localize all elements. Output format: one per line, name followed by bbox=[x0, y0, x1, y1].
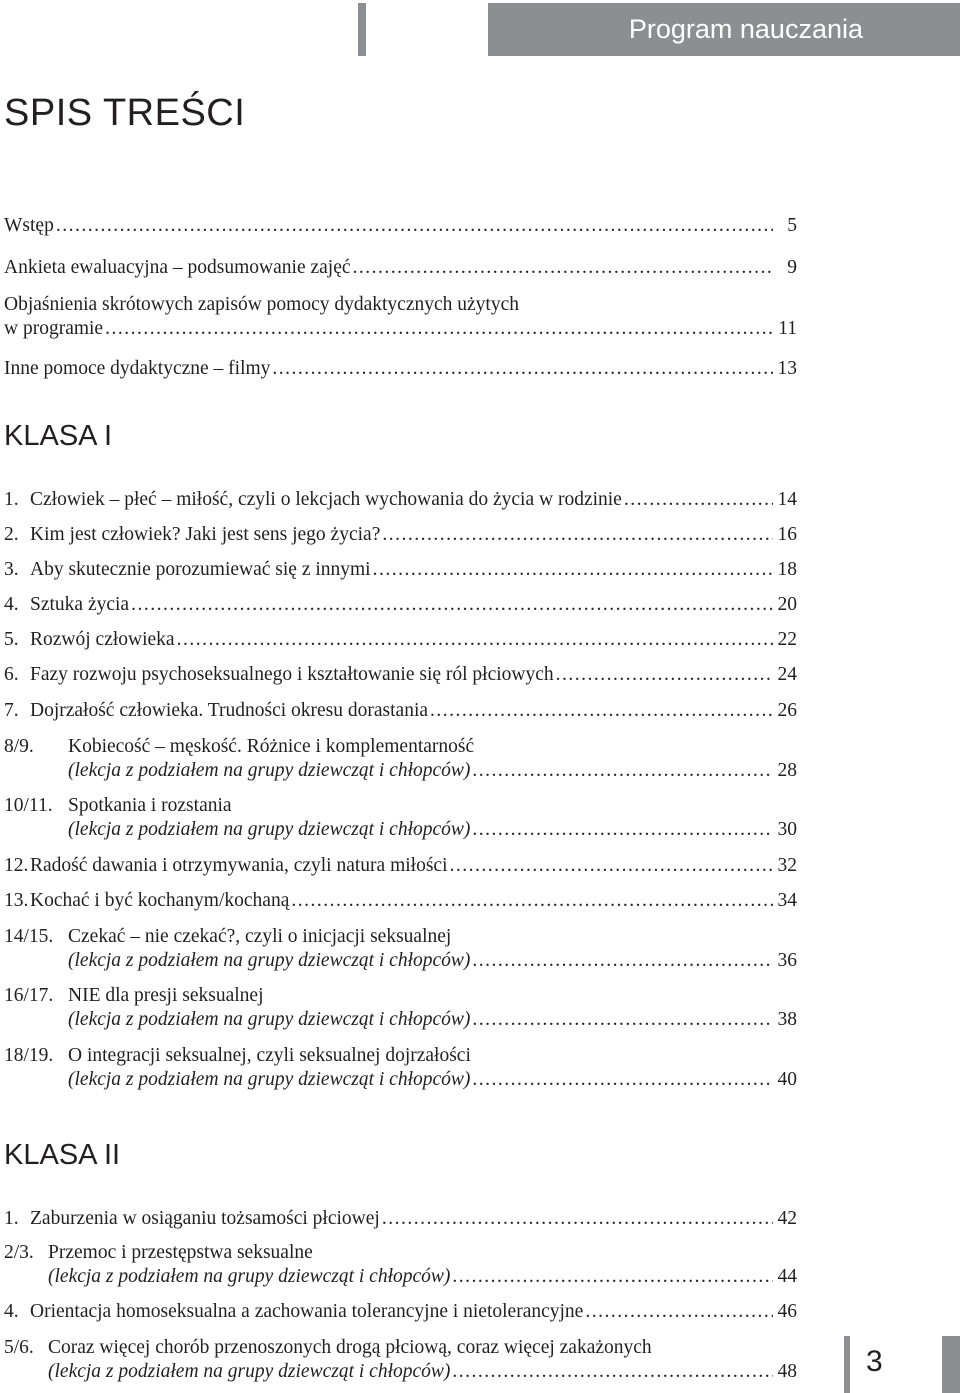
toc-entry-page: 46 bbox=[777, 1301, 797, 1322]
toc-entry-text: Czekać – nie czekać?, czyli o inicjacji seksualnej bbox=[68, 926, 452, 947]
toc-entry[interactable] bbox=[4, 214, 797, 238]
toc-entry-text: Orientacja homoseksualna a zachowania tolerancyjne i nietolerancyjne bbox=[30, 1301, 584, 1322]
dot-leader bbox=[353, 256, 773, 279]
dot-leader bbox=[131, 593, 773, 616]
toc-entry-page: 38 bbox=[777, 1009, 797, 1030]
toc-entry-page: 24 bbox=[777, 664, 797, 685]
toc-entry-subtitle: (lekcja z podziałem na grupy dziewcząt i chłopców) bbox=[68, 1069, 471, 1090]
toc-entry[interactable] bbox=[4, 317, 797, 341]
toc-entry-text-cont: w programie bbox=[4, 318, 104, 339]
footer-accent-bar bbox=[844, 1336, 850, 1393]
toc-entry-number: 10/11. bbox=[4, 795, 53, 816]
section-heading-klasa-2: KLASA II bbox=[4, 1139, 121, 1171]
toc-entry-page: 11 bbox=[778, 318, 797, 339]
toc-entry[interactable] bbox=[4, 523, 797, 547]
dot-leader bbox=[585, 1300, 773, 1323]
toc-entry[interactable] bbox=[4, 663, 797, 687]
toc-entry-number: 4. bbox=[4, 1301, 19, 1322]
toc-entry-number: 1. bbox=[4, 1208, 19, 1229]
toc-entry[interactable] bbox=[4, 889, 797, 913]
dot-leader bbox=[472, 759, 773, 782]
toc-entry-text: Ankieta ewaluacyjna – podsumowanie zajęć bbox=[4, 257, 351, 278]
toc-entry-subtitle: (lekcja z podziałem na grupy dziewcząt i chłopców) bbox=[68, 1009, 471, 1030]
toc-entry-page: 36 bbox=[777, 950, 797, 971]
dot-leader bbox=[382, 1207, 773, 1230]
toc-entry-text: Kochać i być kochanym/kochaną bbox=[30, 890, 290, 911]
toc-entry-sub[interactable] bbox=[4, 949, 797, 973]
toc-entry-first-line[interactable] bbox=[4, 293, 797, 317]
toc-entry-page: 40 bbox=[777, 1069, 797, 1090]
dot-leader bbox=[105, 317, 773, 340]
toc-entry-number: 1. bbox=[4, 489, 19, 510]
toc-entry-text: Objaśnienia skrótowych zapisów pomocy dydaktycznych użytych bbox=[4, 294, 519, 315]
toc-entry-page: 48 bbox=[777, 1361, 797, 1382]
toc-entry-text: Przemoc i przestępstwa seksualne bbox=[48, 1242, 313, 1263]
toc-entry-page: 9 bbox=[787, 257, 797, 278]
dot-leader bbox=[291, 889, 773, 912]
toc-entry[interactable] bbox=[4, 256, 797, 280]
toc-entry-number: 5. bbox=[4, 629, 19, 650]
toc-entry-subtitle: (lekcja z podziałem na grupy dziewcząt i chłopców) bbox=[68, 950, 471, 971]
dot-leader bbox=[472, 818, 773, 841]
toc-entry-text: Zaburzenia w osiąganiu tożsamości płciowej bbox=[30, 1208, 380, 1229]
toc-entry-page: 28 bbox=[777, 760, 797, 781]
dot-leader bbox=[624, 488, 773, 511]
toc-entry[interactable] bbox=[4, 488, 797, 512]
dot-leader bbox=[373, 558, 773, 581]
toc-entry-sub[interactable] bbox=[4, 1068, 797, 1092]
toc-entry-page: 18 bbox=[777, 559, 797, 580]
toc-entry-number: 5/6. bbox=[4, 1337, 34, 1358]
toc-entry[interactable] bbox=[4, 925, 797, 949]
toc-entry-page: 14 bbox=[777, 489, 797, 510]
toc-entry-text: Spotkania i rozstania bbox=[68, 795, 232, 816]
dot-leader bbox=[472, 1008, 773, 1031]
toc-entry-text: Sztuka życia bbox=[30, 594, 130, 615]
toc-entry-page: 13 bbox=[777, 358, 797, 379]
dot-leader bbox=[450, 854, 774, 877]
toc-entry-text: O integracji seksualnej, czyli seksualnej dojrzałości bbox=[68, 1045, 471, 1066]
header-banner bbox=[488, 3, 960, 56]
toc-entry-sub[interactable] bbox=[4, 818, 797, 842]
toc-entry-text: Dojrzałość człowieka. Trudności okresu dorastania bbox=[30, 700, 429, 721]
toc-entry-text: Człowiek – płeć – miłość, czyli o lekcjach wychowania do życia w rodzinie bbox=[30, 489, 622, 510]
toc-entry[interactable] bbox=[4, 357, 797, 381]
toc-entry[interactable] bbox=[4, 1241, 797, 1265]
toc-entry-number: 4. bbox=[4, 594, 19, 615]
dot-leader bbox=[472, 1068, 773, 1091]
toc-entry[interactable] bbox=[4, 628, 797, 652]
toc-entry-text: Kobiecość – męskość. Różnice i komplementarność bbox=[68, 736, 475, 757]
toc-entry-sub[interactable] bbox=[4, 1008, 797, 1032]
toc-entry-page: 42 bbox=[777, 1208, 797, 1229]
toc-entry-number: 13. bbox=[4, 890, 29, 911]
toc-entry-subtitle: (lekcja z podziałem na grupy dziewcząt i chłopców) bbox=[48, 1266, 451, 1287]
header-title: Program nauczania bbox=[628, 14, 863, 44]
toc-entry-number: 14/15. bbox=[4, 926, 54, 947]
toc-entry-number: 7. bbox=[4, 700, 19, 721]
toc-entry-page: 26 bbox=[777, 700, 797, 721]
toc-entry-page: 44 bbox=[777, 1266, 797, 1287]
toc-entry[interactable] bbox=[4, 1300, 797, 1324]
toc-entry-page: 20 bbox=[777, 594, 797, 615]
header-accent-bar bbox=[358, 3, 366, 56]
toc-entry-number: 3. bbox=[4, 559, 19, 580]
toc-entry-number: 12. bbox=[4, 855, 29, 876]
toc-entry[interactable] bbox=[4, 854, 797, 878]
toc-entry-subtitle: (lekcja z podziałem na grupy dziewcząt i chłopców) bbox=[68, 760, 471, 781]
toc-entry[interactable] bbox=[4, 558, 797, 582]
toc-entry[interactable] bbox=[4, 1207, 797, 1231]
toc-entry-page: 16 bbox=[777, 524, 797, 545]
dot-leader bbox=[177, 628, 773, 651]
toc-entry-sub[interactable] bbox=[4, 1360, 797, 1384]
toc-entry-number: 18/19. bbox=[4, 1045, 54, 1066]
dot-leader bbox=[472, 949, 773, 972]
dot-leader bbox=[382, 523, 773, 546]
toc-entry-text: NIE dla presji seksualnej bbox=[68, 985, 264, 1006]
toc-entry-page: 22 bbox=[777, 629, 797, 650]
toc-entry-page: 5 bbox=[787, 215, 797, 236]
toc-entry-text: Kim jest człowiek? Jaki jest sens jego życia? bbox=[30, 524, 381, 545]
toc-entry-text: Inne pomoce dydaktyczne – filmy bbox=[4, 358, 271, 379]
toc-entry-number: 16/17. bbox=[4, 985, 54, 1006]
toc-entry-subtitle: (lekcja z podziałem na grupy dziewcząt i chłopców) bbox=[68, 819, 471, 840]
toc-entry[interactable] bbox=[4, 593, 797, 617]
toc-entry-subtitle: (lekcja z podziałem na grupy dziewcząt i chłopców) bbox=[48, 1361, 451, 1382]
dot-leader bbox=[452, 1360, 773, 1383]
dot-leader bbox=[272, 357, 773, 380]
dot-leader bbox=[452, 1265, 773, 1288]
toc-entry[interactable] bbox=[4, 1044, 797, 1068]
page-title: SPIS TREŚCI bbox=[4, 92, 246, 134]
toc-entry-text: Radość dawania i otrzymywania, czyli natura miłości bbox=[30, 855, 448, 876]
toc-entry-page: 34 bbox=[777, 890, 797, 911]
toc-entry[interactable] bbox=[4, 735, 797, 759]
footer-accent-box bbox=[942, 1336, 960, 1393]
toc-entry[interactable] bbox=[4, 984, 797, 1008]
toc-entry-sub[interactable] bbox=[4, 759, 797, 783]
toc-entry-number: 2/3. bbox=[4, 1242, 34, 1263]
toc-entry-sub[interactable] bbox=[4, 1265, 797, 1289]
toc-entry-number: 2. bbox=[4, 524, 19, 545]
toc-entry-text: Wstęp bbox=[4, 215, 54, 236]
toc-entry-number: 6. bbox=[4, 664, 19, 685]
dot-leader bbox=[430, 699, 773, 722]
toc-entry[interactable] bbox=[4, 794, 797, 818]
dot-leader bbox=[56, 214, 773, 237]
toc-entry[interactable] bbox=[4, 699, 797, 723]
section-heading-klasa-1: KLASA I bbox=[4, 420, 113, 452]
toc-entry-number: 8/9. bbox=[4, 736, 34, 757]
toc-entry-text: Aby skutecznie porozumiewać się z innymi bbox=[30, 559, 371, 580]
toc-entry-page: 32 bbox=[777, 855, 797, 876]
dot-leader bbox=[556, 663, 773, 686]
toc-entry-page: 30 bbox=[777, 819, 797, 840]
page-number: 3 bbox=[866, 1345, 883, 1378]
toc-entry-text: Coraz więcej chorób przenoszonych drogą płciową, coraz więcej zakażonych bbox=[48, 1337, 652, 1358]
toc-entry-text: Rozwój człowieka bbox=[30, 629, 175, 650]
toc-entry[interactable] bbox=[4, 1336, 797, 1360]
toc-entry-text: Fazy rozwoju psychoseksualnego i kształtowanie się ról płciowych bbox=[30, 664, 554, 685]
